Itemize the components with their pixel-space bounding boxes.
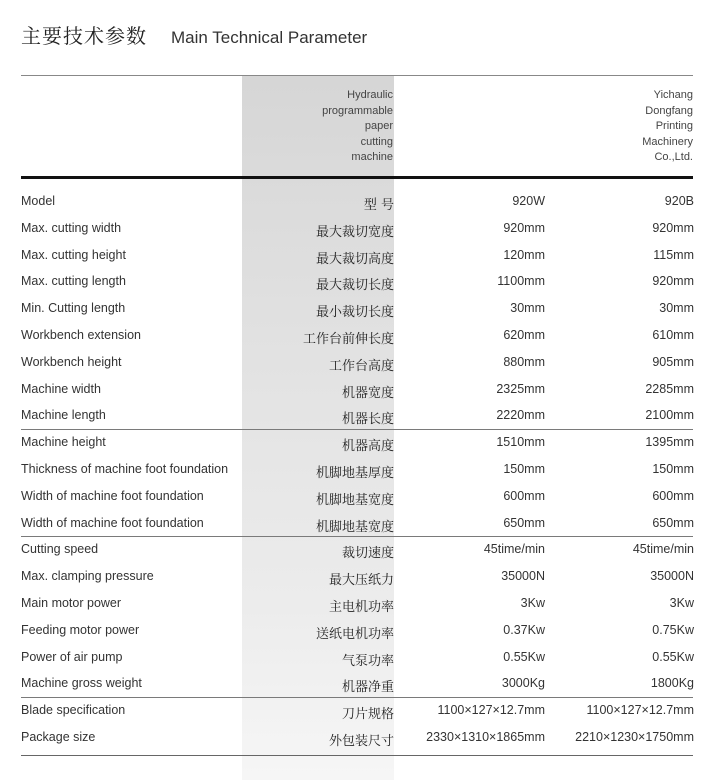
value-col-2: 2285mm (645, 381, 694, 396)
table-row (0, 296, 717, 323)
param-name-en: Width of machine foot foundation (21, 488, 204, 503)
value-col-2: 35000N (650, 569, 694, 584)
value-col-1: 45time/min (483, 542, 545, 557)
value-col-1: 35000N (501, 569, 545, 584)
table-row (0, 243, 717, 270)
value-col-1: 1100×127×12.7mm (437, 703, 545, 718)
param-name-en: Power of air pump (21, 649, 123, 664)
param-name-en: Max. clamping pressure (21, 569, 154, 584)
column-header-1-line: machine (351, 151, 393, 163)
value-col-1: 620mm (503, 327, 545, 342)
table-row (0, 537, 717, 564)
table-row (0, 323, 717, 350)
value-col-2: 0.75Kw (652, 622, 694, 637)
param-name-cn: 裁切速度 (341, 546, 394, 562)
table-row (0, 511, 717, 538)
value-col-1: 0.55Kw (503, 649, 545, 664)
value-col-1: 0.37Kw (503, 622, 545, 637)
param-name-en: Min. Cutting length (21, 301, 126, 316)
param-name-cn: 最大裁切高度 (315, 251, 394, 267)
table-row (0, 698, 717, 725)
value-col-2: 600mm (652, 488, 694, 503)
column-header-2-line: Printing (655, 120, 693, 132)
title-english: Main Technical Parameter (171, 28, 368, 47)
param-name-en: Cutting speed (21, 542, 99, 557)
param-name-en: Thickness of machine foot foundation (21, 461, 229, 476)
param-name-cn: 主电机功率 (328, 599, 394, 615)
table-row (0, 377, 717, 404)
param-name-cn: 刀片规格 (341, 707, 394, 723)
header-divider (21, 176, 693, 179)
param-name-cn: 工作台前伸长度 (302, 331, 394, 347)
value-col-1: 150mm (503, 461, 545, 476)
table-row (0, 671, 717, 698)
column-header-1 (273, 88, 393, 166)
column-header-1-line: programmable (322, 104, 393, 117)
table-row (0, 350, 717, 377)
table-row (0, 216, 717, 243)
param-name-en: Blade specification (21, 703, 126, 718)
value-col-1: 920mm (503, 220, 545, 235)
param-name-cn: 机器长度 (341, 412, 394, 428)
column-header-1-line: paper (364, 120, 393, 132)
value-col-2: 920mm (652, 220, 694, 235)
value-col-1: 3000Kg (501, 676, 545, 691)
value-col-1: 3Kw (520, 595, 545, 610)
table-row (0, 457, 717, 484)
value-col-1: 30mm (510, 301, 545, 316)
param-name-en: Machine width (21, 381, 101, 396)
param-name-cn: 最大压纸力 (328, 573, 394, 589)
bottom-divider (21, 755, 693, 756)
table-row (0, 645, 717, 672)
column-header-2-line: Machinery (642, 135, 693, 148)
value-col-1: 120mm (503, 247, 545, 262)
table-row (0, 484, 717, 511)
value-col-1: 600mm (503, 488, 545, 503)
page-title (21, 20, 367, 49)
value-col-2: 1800Kg (650, 676, 694, 691)
value-col-1: 2330×1310×1865mm (426, 729, 545, 744)
value-col-2: 610mm (652, 327, 694, 342)
param-name-en: Machine height (21, 435, 106, 450)
table-row (0, 189, 717, 216)
param-name-cn: 机器宽度 (341, 385, 394, 401)
value-col-1: 650mm (503, 515, 545, 530)
value-col-1: 920W (512, 194, 545, 208)
param-name-en: Machine gross weight (21, 676, 142, 691)
table-row (0, 269, 717, 296)
param-name-cn: 外包装尺寸 (328, 733, 394, 749)
column-header-2-line: Co.,Ltd. (654, 151, 693, 163)
column-header-2-line: Dongfang (645, 104, 693, 117)
value-col-2: 920mm (652, 274, 694, 289)
param-name-cn: 最大裁切宽度 (315, 224, 394, 240)
param-name-en: Max. cutting height (21, 247, 126, 262)
value-col-1: 2325mm (496, 381, 545, 396)
value-col-2: 115mm (653, 247, 694, 262)
value-col-1: 1100mm (497, 274, 545, 289)
column-header-1-line: Hydraulic (347, 89, 393, 101)
value-col-2: 30mm (659, 301, 694, 316)
value-col-2: 905mm (652, 354, 694, 369)
param-name-cn: 工作台高度 (328, 358, 394, 374)
value-col-2: 150mm (652, 461, 694, 476)
param-name-en: Main motor power (21, 595, 122, 610)
param-name-cn: 机器高度 (341, 439, 394, 455)
value-col-2: 920B (664, 194, 694, 208)
param-name-cn: 最小裁切长度 (315, 305, 394, 321)
param-name-cn: 机器净重 (341, 680, 394, 696)
param-name-en: Max. cutting width (21, 220, 122, 235)
table-row (0, 618, 717, 645)
value-col-2: 1395mm (645, 435, 694, 450)
parameter-table (0, 189, 717, 752)
table-row (0, 725, 717, 752)
column-header-1-line: cutting (360, 135, 393, 148)
value-col-2: 45time/min (632, 542, 694, 557)
table-row (0, 591, 717, 618)
param-name-en: Feeding motor power (21, 622, 140, 637)
value-col-1: 2220mm (496, 408, 545, 423)
param-name-cn: 气泵功率 (341, 653, 394, 669)
param-name-en: Machine length (21, 408, 106, 423)
table-row (0, 403, 717, 430)
param-name-cn: 机脚地基厚度 (315, 465, 394, 481)
param-name-cn: 机脚地基宽度 (315, 519, 394, 535)
param-name-cn: 机脚地基宽度 (315, 492, 394, 508)
column-header-2-line: Yichang (653, 89, 693, 101)
table-row (0, 564, 717, 591)
value-col-2: 2100mm (645, 408, 694, 423)
param-name-cn: 送纸电机功率 (315, 626, 394, 642)
value-col-1: 1510mm (496, 435, 545, 450)
value-col-2: 650mm (652, 515, 694, 530)
value-col-2: 3Kw (669, 595, 694, 610)
value-col-2: 0.55Kw (652, 649, 694, 664)
value-col-2: 1100×127×12.7mm (586, 703, 694, 718)
param-name-en: Workbench height (21, 354, 122, 369)
column-header-2 (573, 88, 693, 166)
param-name-en: Workbench extension (21, 327, 141, 342)
value-col-2: 2210×1230×1750mm (575, 729, 694, 744)
param-name-en: Package size (21, 729, 96, 744)
param-name-en: Width of machine foot foundation (21, 515, 204, 530)
value-col-1: 880mm (503, 354, 545, 369)
param-name-en: Max. cutting length (21, 274, 126, 289)
title-chinese: 主要技术参数 (21, 24, 147, 48)
table-row (0, 430, 717, 457)
param-name-en: Model (21, 194, 56, 208)
param-name-cn: 型 号 (363, 198, 394, 213)
param-name-cn: 最大裁切长度 (315, 278, 394, 294)
